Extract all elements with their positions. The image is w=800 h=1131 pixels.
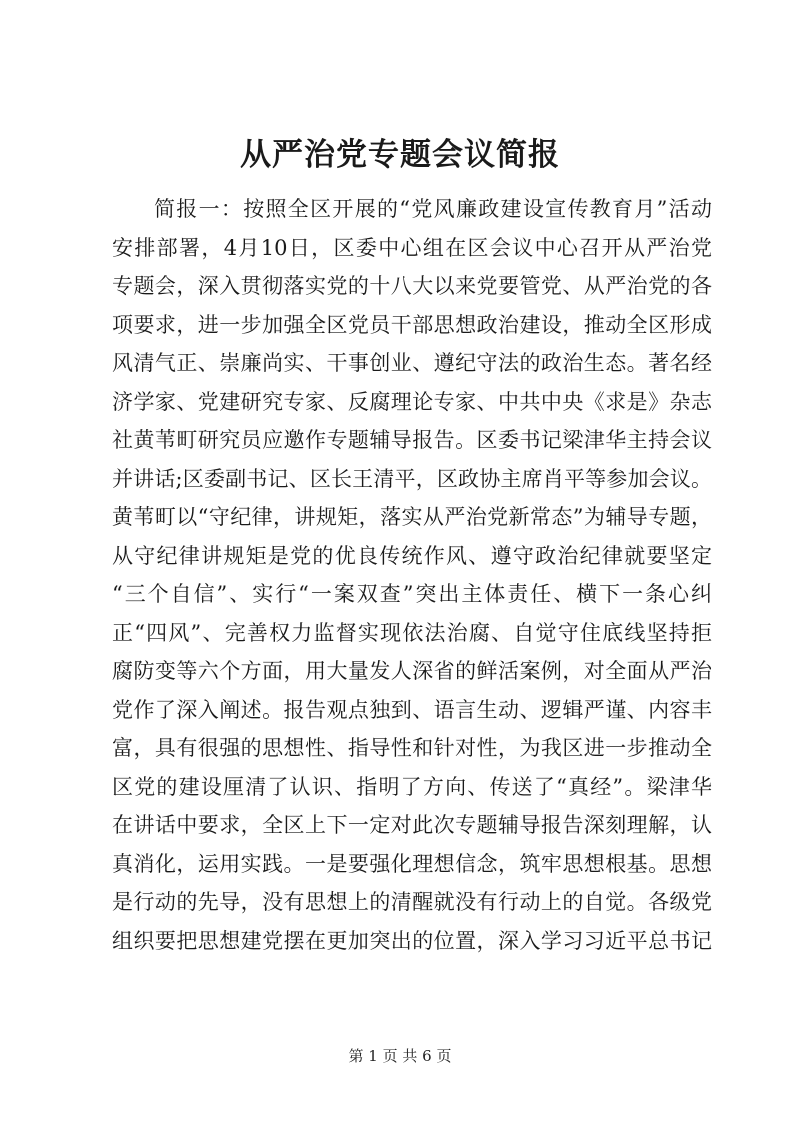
body-line: 社黄苇町研究员应邀作专题辅导报告。区委书记梁津华主持会议 <box>112 428 712 452</box>
body-line: 区党的建设厘清了认识、指明了方向、传送了“真经”。梁津华 <box>112 774 712 799</box>
body-line: 风清气正、崇廉尚实、干事创业、遵纪守法的政治生态。著名经 <box>112 351 712 375</box>
body-line: 简报一：按照全区开展的“党风廉政建设宣传教育月”活动 <box>154 197 712 221</box>
body-line: 黄苇町以“守纪律，讲规矩，落实从严治党新常态”为辅导专题， <box>112 505 712 529</box>
body-line: 党作了深入阐述。报告观点独到、语言生动、逻辑严谨、内容丰 <box>112 697 712 722</box>
body-line: 在讲话中要求，全区上下一定对此次专题辅导报告深刻理解，认 <box>112 813 712 837</box>
body-line: 真消化，运用实践。一是要强化理想信念，筑牢思想根基。思想 <box>112 851 712 876</box>
body-line: 济学家、党建研究专家、反腐理论专家、中共中央《求是》杂志 <box>112 389 712 414</box>
body-line: 腐防变等六个方面，用大量发人深省的鲜活案例，对全面从严治 <box>112 659 712 683</box>
document-body <box>112 190 712 960</box>
body-line: 专题会，深入贯彻落实党的十八大以来党要管党、从严治党的各 <box>112 274 712 298</box>
body-line: 是行动的先导，没有思想上的清醒就没有行动上的自觉。各级党 <box>112 890 712 914</box>
body-line: 富，具有很强的思想性、指导性和针对性，为我区进一步推动全 <box>112 736 712 760</box>
body-line: 安排部署，4月10日，区委中心组在区会议中心召开从严治党 <box>112 235 712 260</box>
body-line: 从守纪律讲规矩是党的优良传统作风、遵守政治纪律就要坚定 <box>112 543 712 568</box>
body-line: 项要求，进一步加强全区党员干部思想政治建设，推动全区形成 <box>112 312 712 337</box>
body-line: 并讲话;区委副书记、区长王清平，区政协主席肖平等参加会议。 <box>112 466 712 491</box>
body-line: 组织要把思想建党摆在更加突出的位置，深入学习习近平总书记 <box>112 928 712 953</box>
page-number-footer: 第 1 页 共 6 页 <box>348 1047 452 1065</box>
document-title: 从严治党专题会议简报 <box>240 137 560 173</box>
body-line: 正“四风”、完善权力监督实现依法治腐、自觉守住底线坚持拒 <box>112 620 712 645</box>
body-line: “三个自信”、实行“一案双查”突出主体责任、横下一条心纠 <box>112 582 712 606</box>
